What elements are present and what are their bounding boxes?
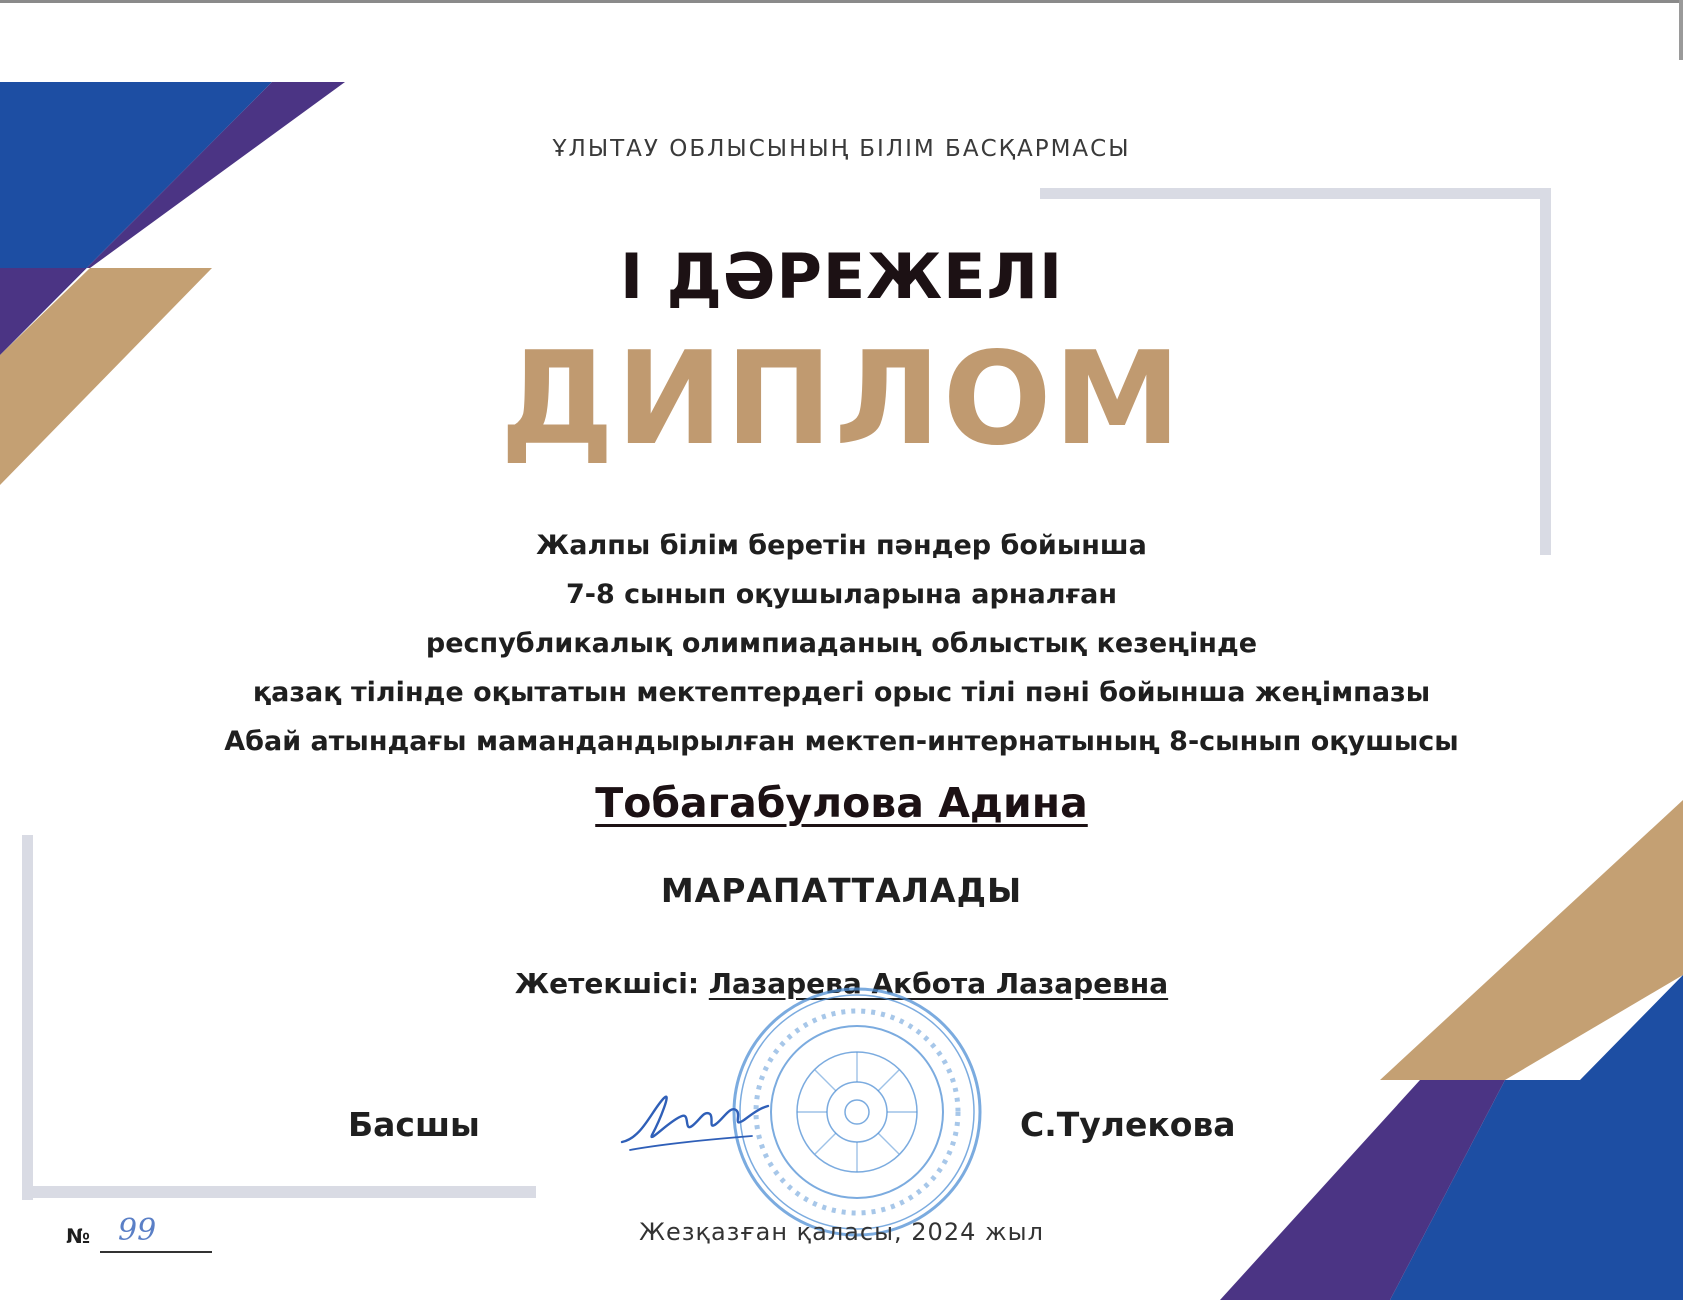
recipient-name: Тобагабулова Адина: [595, 779, 1088, 827]
frame-bottom-left-horizontal: [22, 1186, 536, 1198]
description-line: республикалық олимпиаданың облыстық кезеңінде: [425, 628, 1258, 659]
recipient-block: [0, 779, 1683, 827]
frame-top-right-horizontal: [1040, 188, 1551, 199]
description-block: [0, 521, 1683, 766]
supervisor-name: Лазарева Акбота Лазаревна: [708, 967, 1169, 1000]
scan-right-edge: [1679, 0, 1683, 60]
certificate-number-label: №: [66, 1224, 91, 1248]
description-line: Абай атындағы мамандандырылған мектеп-интернатының 8-сынып оқушысы: [224, 726, 1459, 757]
description-line: Жалпы білім беретін пәндер бойынша: [536, 530, 1147, 561]
degree-title: І ДӘРЕЖЕЛІ: [619, 240, 1064, 313]
awarded-text: МАРАПАТТАЛАДЫ: [660, 871, 1023, 910]
handwritten-signature: [612, 1080, 772, 1160]
supervisor-label: Жетекшісі:: [514, 967, 700, 1000]
description-line: 7-8 сынып оқушыларына арналған: [565, 579, 1118, 610]
place-and-year: Жезқазған қаласы, 2024 жыл: [639, 1218, 1044, 1246]
signatory-name: С.Тулекова: [1020, 1105, 1236, 1144]
scan-top-edge: [0, 0, 1683, 3]
certificate-number-value: 99: [118, 1213, 157, 1248]
document-title: ДИПЛОМ: [500, 325, 1183, 474]
signatory-title: Басшы: [348, 1105, 480, 1144]
description-line: қазақ тілінде оқытатын мектептердегі орыс тілі пәні бойынша жеңімпазы: [252, 677, 1431, 708]
certificate-number-line: [100, 1251, 212, 1253]
organization-name: ҰЛЫТАУ ОБЛЫСЫНЫҢ БІЛІМ БАСҚАРМАСЫ: [552, 136, 1131, 162]
